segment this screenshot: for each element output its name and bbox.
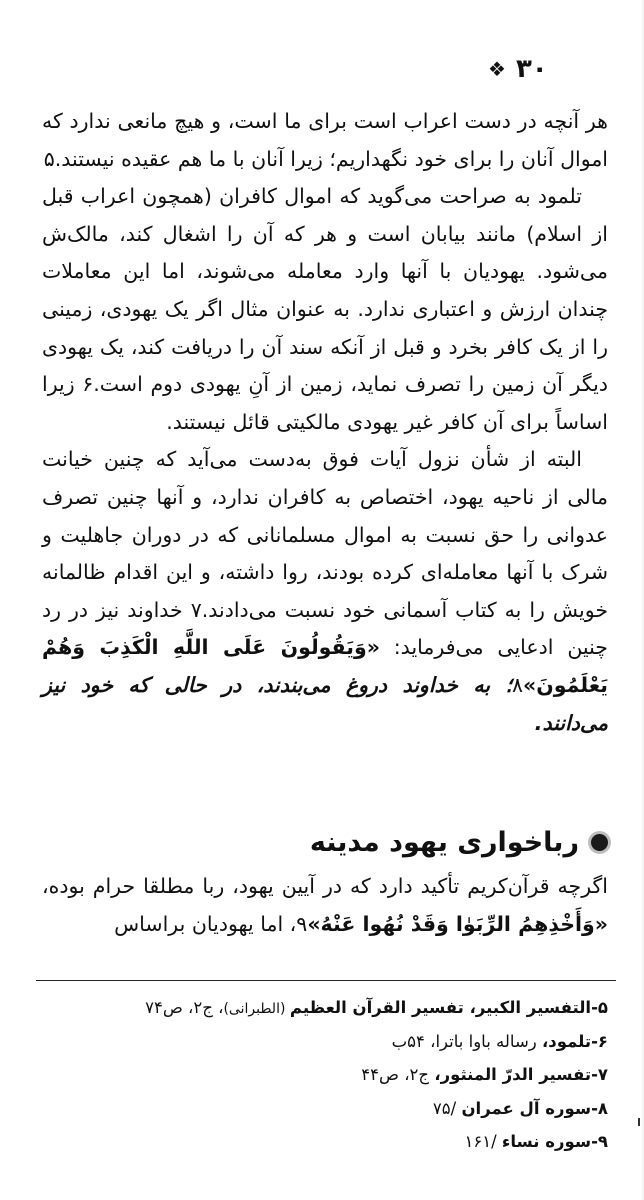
footnote-9 [140,1126,608,1160]
paragraph-1-text: هر آنچه در دست اعراب است برای ما است، و هیچ مانعی ندارد که اموال آنان را برای خود نگهداریم؛ زیرا آنان با ما هم عقیده نیستند. [42,109,608,171]
paragraph-3-mid: خداوند نیز در رد چنین ادعایی می‌فرماید: [42,597,608,660]
quran-verse-1: «وَيَقُولُونَ عَلَى اللَّهِ الْكَذِبَ وَهُمْ يَعْلَمُونَ» [42,635,608,697]
footnote-ref-6[interactable]: ۶ [82,372,94,397]
footnote-ref-7[interactable]: ۷ [190,597,202,622]
bullet-icon [591,834,608,851]
footnote-8 [140,1093,608,1127]
quran-verse-2: «وَأَخْذِهِمُ الرِّبَوٰا وَقَدْ نُهُوا عَنْهُ» [307,911,608,936]
footnote-ref-8[interactable]: ۸ [512,672,524,697]
footnote-number: ۷- [591,1065,608,1084]
section-paragraph-tail: ، اما یهودیان براساس [114,911,297,936]
footnote-7 [140,1059,608,1093]
footnote-title: سوره نساء [501,1132,592,1151]
footnote-title: تلمود، [541,1031,592,1051]
page-number: ۳۰ [515,54,548,84]
ornament-icon: ❖ [488,57,506,81]
paragraph-3-text: البته از شأن نزول آیات فوق به‌دست می‌آید که چنین خیانت مالی از ناحیه یهود، اختصاص به کافران ندارد، و آنها چنین تصرف عدوانی را حق نسبت به اموال مسلمانانی که در دوران جاهلیت و شرک با آنها معامله‌ای کرده بودند، روا داشته، و این اقدام ظالمانه خویش را به کتاب آسمانی خود نسبت می‌دادند. [42,447,609,622]
footnote-rest: ج۲، ص۴۴ [361,1065,435,1084]
paragraph-2-text: تلمود به صراحت می‌گوید که اموال کافران (همچون اعراب قبل از اسلام) مانند بیابان است و هر که آن را اشغال کند، مالک‌ش می‌شود. یهودیان با آنها وارد معامله می‌شوند، اما این معاملات چندان ارزش و اعتباری ندارد. به عنوان مثال اگر یک یهودی، زمینی را از یک کافر بخرد و قبل از آنکه سند آن را دریافت کند، یک یهودی دیگر آن زمین را تصرف نماید، زمین از آنِ یهودی دوم است. [42,184,608,397]
section-paragraph [42,868,608,943]
footnote-rest: رساله باوا باترا، ۵۴ب [391,1031,542,1051]
footnote-number: ۶- [591,1031,608,1051]
paragraph-2 [42,178,608,441]
footnote-rest: /۱۶۱ [464,1132,502,1151]
footnote-divider [36,980,616,981]
footnote-number: ۵- [591,998,608,1017]
footnote-5 [140,992,608,1026]
page-header [488,52,568,86]
footnotes [140,992,608,1160]
footnote-number: ۹- [591,1132,608,1151]
paragraph-1 [42,103,608,178]
footnote-number: ۸- [591,1098,608,1118]
footnote-ref-9[interactable]: ۹ [296,911,308,936]
footnote-title: التفسیر الکبیر، تفسیر القرآن العظیم [289,998,592,1017]
paragraph-2-tail: زیرا اساساً برای آن کافر غیر یهودی مالکیتی قائل نیستند. [42,372,608,434]
footnote-6 [140,1026,608,1060]
section-paragraph-text: اگرچه قرآن‌کریم تأکید دارد که در آیین یهود، ربا مطلقا حرام بوده، [42,874,608,898]
footnote-title: تفسیر الدرّ المنثور، [434,1065,592,1084]
main-text [42,103,608,742]
section-text [42,868,608,943]
section-title: رباخواری یهود مدینه [309,826,579,858]
footnote-rest: /۷۵ [432,1098,462,1118]
paragraph-3 [42,441,608,742]
edge-mark [638,1118,640,1126]
footnote-ref-5[interactable]: ۵ [43,146,55,171]
footnote-small: (الطبرانی) [223,1001,290,1017]
verse-translation: ؛ به خداوند دروغ می‌بندند، در حالی که خود نیز می‌دانند. [42,672,608,735]
footnote-title: سوره آل عمران [461,1098,592,1118]
section-heading [300,822,608,862]
footnote-rest: ، ج۲، ص۷۴ [145,998,224,1017]
